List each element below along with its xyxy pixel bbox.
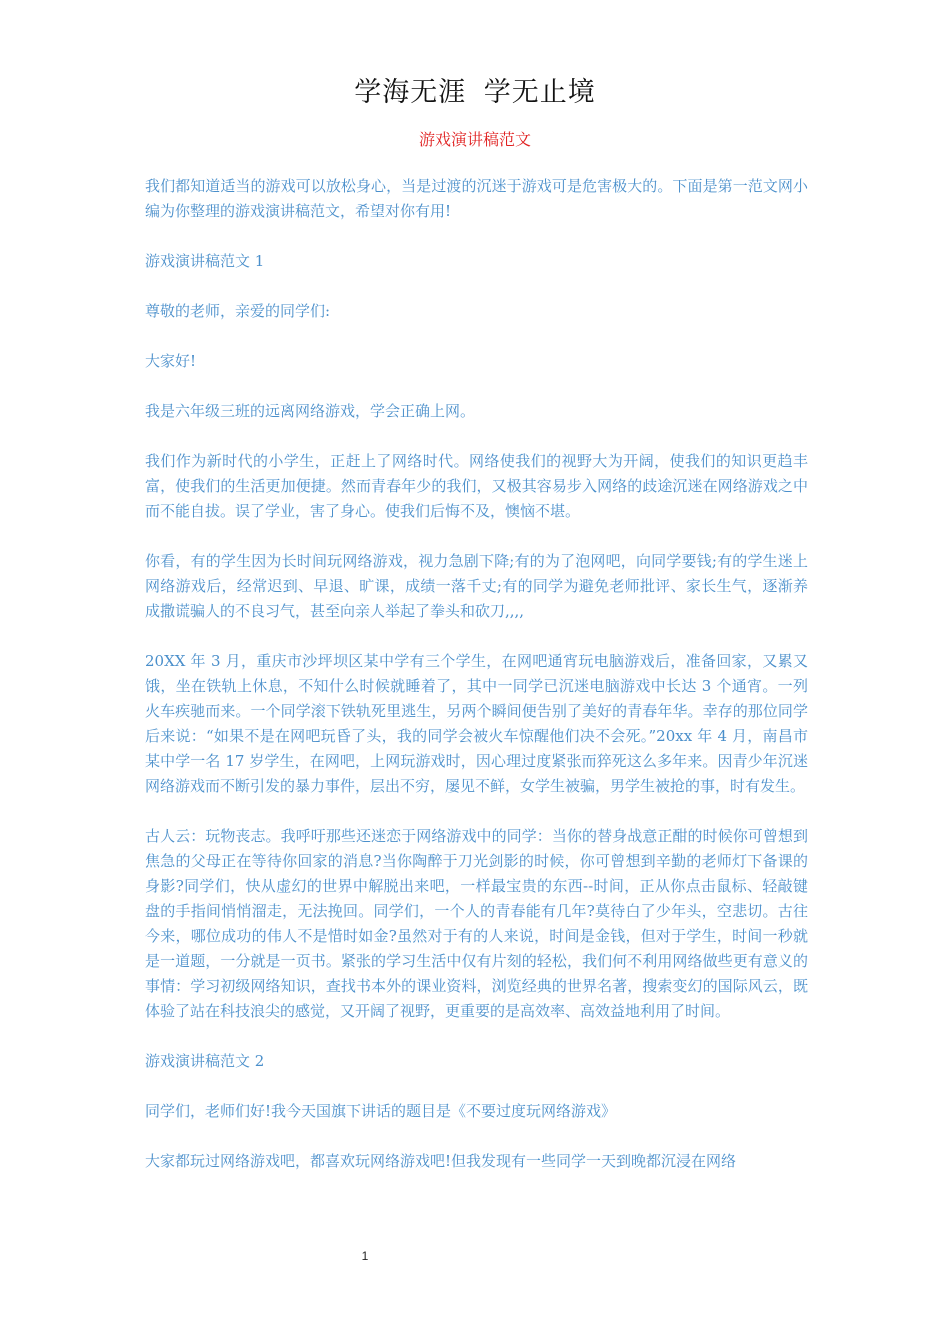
paragraph-incidents: 20XX 年 3 月，重庆市沙坪坝区某中学有三个学生，在网吧通宵玩电脑游戏后，准备回家，又累又饿，坐在铁轨上休息，不知什么时候就睡着了，其中一同学已沉迷电脑游戏中长达 3 个通宵。一列火车疾驰而来。一个同学滚下铁轨死里逃生，另两个瞬间便告别了美好的青春年华。幸存的那位同学后来说：“如果不是在网吧玩昏了头，我的同学会被火车惊醒他们决不会死。”20xx 年 4 月，南昌市某中学一名 17 岁学生，在网吧，上网玩游戏时，因心理过度紧张而猝死这么多年来。因青少年沉迷网络游戏而不断引发的暴力事件，层出不穷，屡见不鲜，女学生被骗，男学生被抢的事，时有发生。 bbox=[145, 652, 808, 795]
paragraph-examples: 你看，有的学生因为长时间玩网络游戏，视力急剧下降;有的为了泡网吧，向同学要钱;有的学生迷上网络游戏后，经常迟到、早退、旷课，成绩一落千丈;有的同学为避免老师批评、家长生气，逐渐养成撒谎骗人的不良习气，甚至向亲人举起了拳头和砍刀,,,, bbox=[145, 552, 808, 620]
page-number: 1 bbox=[361, 1249, 369, 1263]
page-header-title: 学海无涯 学无止境 bbox=[354, 77, 596, 108]
paragraph-topic: 我是六年级三班的远离网络游戏，学会正确上网。 bbox=[145, 402, 476, 420]
paragraph-speech-2-open: 同学们，老师们好!我今天国旗下讲话的题目是《不要过度玩网络游戏》 bbox=[145, 1102, 617, 1120]
paragraph-speech-2-body: 大家都玩过网络游戏吧，都喜欢玩网络游戏吧!但我发现有一些同学一天到晚都沉浸在网络 bbox=[145, 1152, 737, 1170]
paragraph-appeal: 古人云：玩物丧志。我呼吁那些还迷恋于网络游戏中的同学：当你的替身战意正酣的时候你可曾想到焦急的父母正在等待你回家的消息?当你陶醉于刀光剑影的时候，你可曾想到辛勤的老师灯下备课的身影?同学们，快从虚幻的世界中解脱出来吧，一样最宝贵的东西--时间，正从你点击鼠标、轻敲键盘的手指间悄悄溜走，无法挽回。同学们，一个人的青春能有几年?莫待白了少年头，空悲切。古往今来，哪位成功的伟人不是惜时如金?虽然对于有的人来说，时间是金钱，但对于学生，时间一秒就是一道题，一分就是一页书。紧张的学习生活中仅有片刻的轻松，我们何不利用网络做些更有意义的事情：学习初级网络知识，查找书本外的课业资料，浏览经典的世界名著，搜索变幻的国际风云，既体验了站在科技浪尖的感觉，又开阔了视野，更重要的是高效率、高效益地利用了时间。 bbox=[145, 827, 808, 1020]
document-title: 游戏演讲稿范文 bbox=[418, 130, 531, 149]
paragraph-intro: 我们都知道适当的游戏可以放松身心，当是过渡的沉迷于游戏可是危害极大的。下面是第一范文网小编为你整理的游戏演讲稿范文，希望对你有用! bbox=[145, 177, 808, 220]
paragraph-greeting: 大家好! bbox=[145, 352, 197, 370]
document-body bbox=[145, 174, 808, 1199]
paragraph-network-era: 我们作为新时代的小学生，正赶上了网络时代。网络使我们的视野大为开阔，使我们的知识更趋丰富，使我们的生活更加便捷。然而青春年少的我们，又极其容易步入网络的歧途沉迷在网络游戏之中而不能自拔。误了学业，害了身心。使我们后悔不及，懊恼不堪。 bbox=[145, 452, 808, 520]
paragraph-salutation: 尊敬的老师，亲爱的同学们: bbox=[145, 302, 331, 320]
section-heading-1: 游戏演讲稿范文 1 bbox=[145, 252, 265, 270]
section-heading-2: 游戏演讲稿范文 2 bbox=[145, 1052, 265, 1070]
